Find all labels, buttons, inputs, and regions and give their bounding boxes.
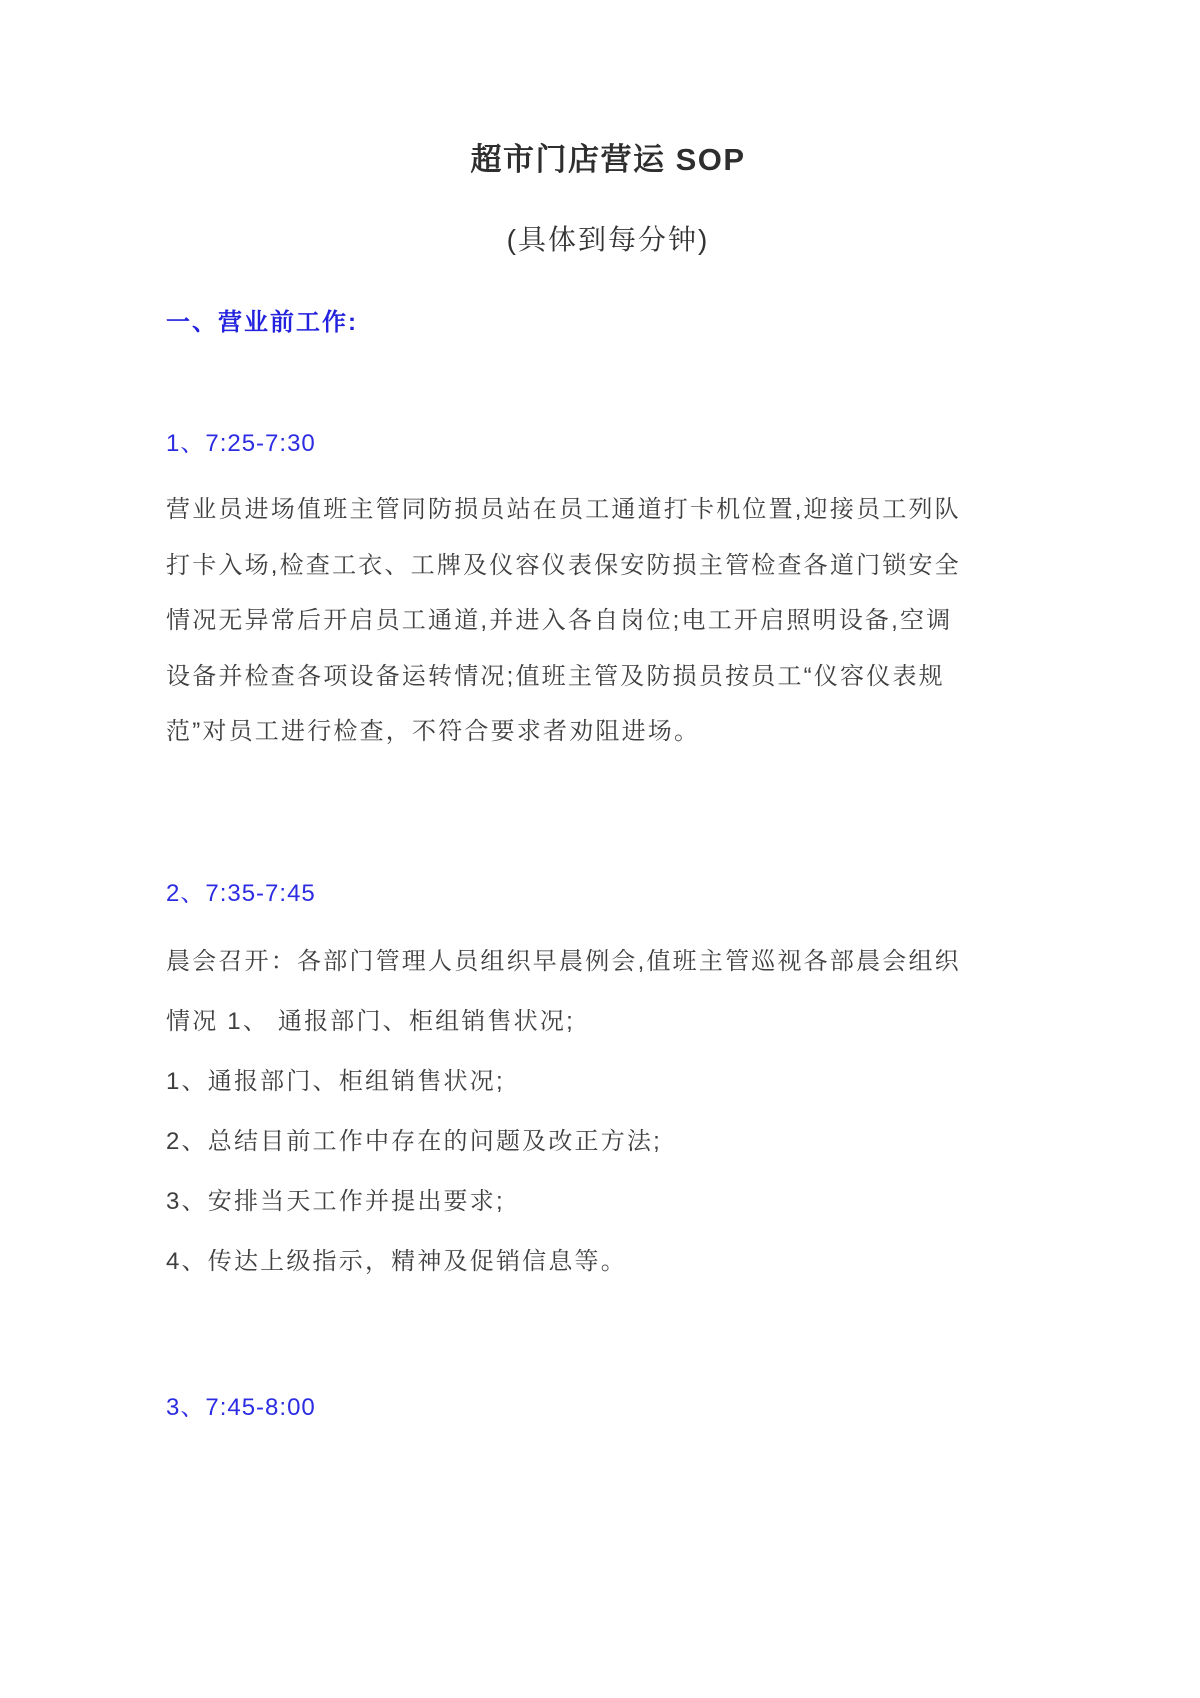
paragraph-item-1 xyxy=(166,482,1050,760)
time-label-2: 2、7:35-7:45 xyxy=(166,879,316,907)
paragraph-line: 情况 1、 通报部门、柜组销售状况; xyxy=(166,1007,575,1035)
document-subtitle: (具体到每分钟) xyxy=(506,224,710,255)
list-item-line: 1、通报部门、柜组销售状况; xyxy=(166,1067,505,1095)
time-label-3: 3、7:45-8:00 xyxy=(166,1393,316,1421)
list-item-line: 4、传达上级指示，精神及促销信息等。 xyxy=(166,1247,627,1275)
paragraph-line: 设备并检查各项设备运转情况;值班主管及防损员按员工“仪容仪表规 xyxy=(166,662,945,690)
paragraph-line: 晨会召开：各部门管理人员组织早晨例会,值班主管巡视各部晨会组织 xyxy=(166,947,961,975)
list-item-line: 2、总结目前工作中存在的问题及改正方法; xyxy=(166,1127,663,1155)
paragraph-line: 营业员进场值班主管同防损员站在员工通道打卡机位置,迎接员工列队 xyxy=(166,496,961,523)
section-heading: 一、营业前工作: xyxy=(166,309,358,336)
document-title: 超市门店营运 SOP xyxy=(470,142,746,177)
paragraph-line: 情况无异常后开启员工通道,并进入各自岗位;电工开启照明设备,空调 xyxy=(166,607,953,634)
paragraph-line: 打卡入场,检查工衣、工牌及仪容仪表保安防损主管检查各道门锁安全 xyxy=(166,551,961,579)
time-label-1: 1、7:25-7:30 xyxy=(166,430,316,457)
paragraph-line: 范”对员工进行检查，不符合要求者劝阻进场。 xyxy=(166,718,701,745)
paragraph-item-2 xyxy=(166,932,1050,1292)
list-item-line: 3、安排当天工作并提出要求; xyxy=(166,1187,505,1215)
